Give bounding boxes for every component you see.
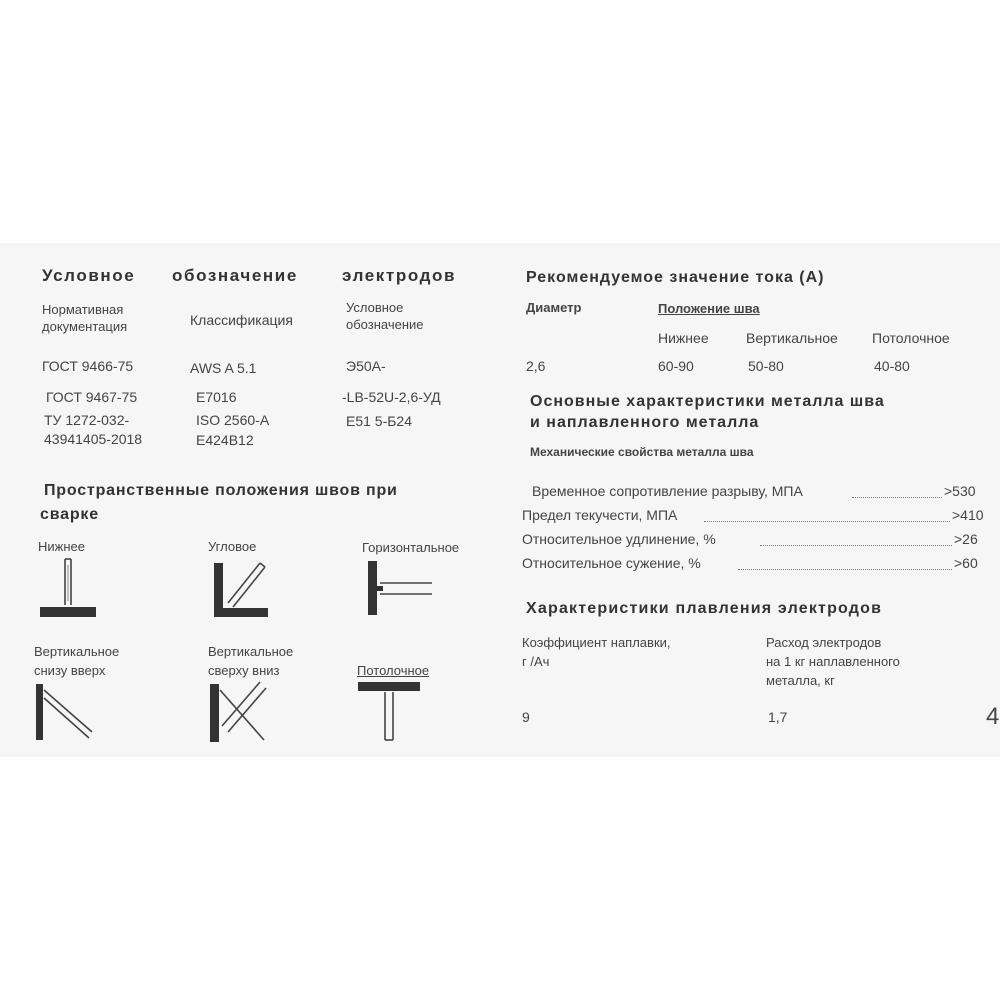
row1-symbol: Э50А- xyxy=(346,358,386,374)
page-number: 4 xyxy=(986,703,1000,730)
section-heading-word-1: Условное xyxy=(42,266,136,285)
current-vertical-value: 50-80 xyxy=(748,358,784,374)
prop-tensile-value: >530 xyxy=(944,483,976,499)
prop-tensile-leader xyxy=(852,497,942,498)
prop-elongation-value: >26 xyxy=(954,531,978,547)
prop-reduction-leader xyxy=(738,569,952,570)
positions-heading-2: сварке xyxy=(40,506,99,523)
row1-classification: AWS A 5.1 xyxy=(190,360,257,376)
diameter-value: 2,6 xyxy=(526,358,546,374)
instruction-sheet xyxy=(0,243,1000,757)
melting-heading: Характеристики плавления электродов xyxy=(526,600,883,617)
position-overhead: Потолочное xyxy=(872,330,950,346)
col-header-symbol-2: обозначение xyxy=(346,317,424,332)
metal-heading-1: Основные характеристики металла шва xyxy=(530,393,885,410)
section-heading-word-3: электродов xyxy=(342,266,456,285)
prop-tensile-label: Временное сопротивление разрыву, МПА xyxy=(532,483,803,499)
prop-elongation-label: Относительное удлинение, % xyxy=(522,531,716,547)
prop-yield-value: >410 xyxy=(952,507,984,523)
consumption-label-1: Расход электродов xyxy=(766,635,882,650)
position-label-overhead: Потолочное xyxy=(357,663,430,678)
diameter-label: Диаметр xyxy=(526,300,582,315)
row2-classification: E7016 xyxy=(196,389,237,405)
current-flat-value: 60-90 xyxy=(658,358,694,374)
position-label-flat: Нижнее xyxy=(38,539,85,554)
metal-subheading: Механические свойства металла шва xyxy=(530,445,754,459)
position-label-corner: Угловое xyxy=(208,539,257,554)
flat-position-icon xyxy=(36,555,100,621)
current-overhead-value: 40-80 xyxy=(874,358,910,374)
row1-regulatory: ГОСТ 9466-75 xyxy=(42,358,134,374)
positions-heading-1: Пространственные положения швов при xyxy=(44,482,398,499)
consumption-label-2: на 1 кг наплавленного xyxy=(766,654,900,669)
row2-regulatory: ГОСТ 9467-75 xyxy=(46,389,138,405)
row4-classification: E424B12 xyxy=(196,432,254,448)
consumption-value: 1,7 xyxy=(768,709,788,725)
position-label-vertical-down-1: Вертикальное xyxy=(208,644,294,659)
col-header-regulatory-1: Нормативная xyxy=(42,302,124,317)
prop-reduction-label: Относительное сужение, % xyxy=(522,555,701,571)
row2-symbol: -LB-52U-2,6-УД xyxy=(342,389,441,405)
position-label-vertical-up-1: Вертикальное xyxy=(34,644,120,659)
horizontal-position-icon xyxy=(366,557,436,623)
coef-label-2: г /Ач xyxy=(522,654,550,669)
prop-yield-leader xyxy=(704,521,950,522)
prop-elongation-leader xyxy=(760,545,952,546)
overhead-position-icon xyxy=(356,680,422,746)
position-label-horizontal: Горизонтальное xyxy=(362,540,460,555)
vertical-down-position-icon xyxy=(208,680,272,746)
position-label-vertical-down-2: сверху вниз xyxy=(208,663,280,678)
current-heading: Рекомендуемое значение тока (А) xyxy=(526,269,825,286)
position-vertical: Вертикальное xyxy=(746,330,838,346)
row3-classification: ISO 2560-A xyxy=(196,412,270,428)
position-label: Положение шва xyxy=(658,301,760,316)
col-header-regulatory-2: документация xyxy=(42,319,128,334)
row4-regulatory: 43941405-2018 xyxy=(44,431,143,447)
col-header-classification: Классификация xyxy=(190,312,293,328)
section-heading-word-2: обозначение xyxy=(172,266,298,285)
row3-regulatory: ТУ 1272-032- xyxy=(44,412,130,428)
coef-value: 9 xyxy=(522,709,530,725)
coef-label-1: Коэффициент наплавки, xyxy=(522,635,671,650)
prop-yield-label: Предел текучести, МПА xyxy=(522,507,678,523)
row3-symbol: E51 5-Б24 xyxy=(346,413,413,429)
position-flat: Нижнее xyxy=(658,330,709,346)
consumption-label-3: металла, кг xyxy=(766,673,835,688)
vertical-up-position-icon xyxy=(34,680,98,746)
corner-position-icon xyxy=(210,555,274,621)
position-label-vertical-up-2: снизу вверх xyxy=(34,663,106,678)
col-header-symbol-1: Условное xyxy=(346,300,404,315)
metal-heading-2: и наплавленного металла xyxy=(530,414,760,431)
prop-reduction-value: >60 xyxy=(954,555,978,571)
